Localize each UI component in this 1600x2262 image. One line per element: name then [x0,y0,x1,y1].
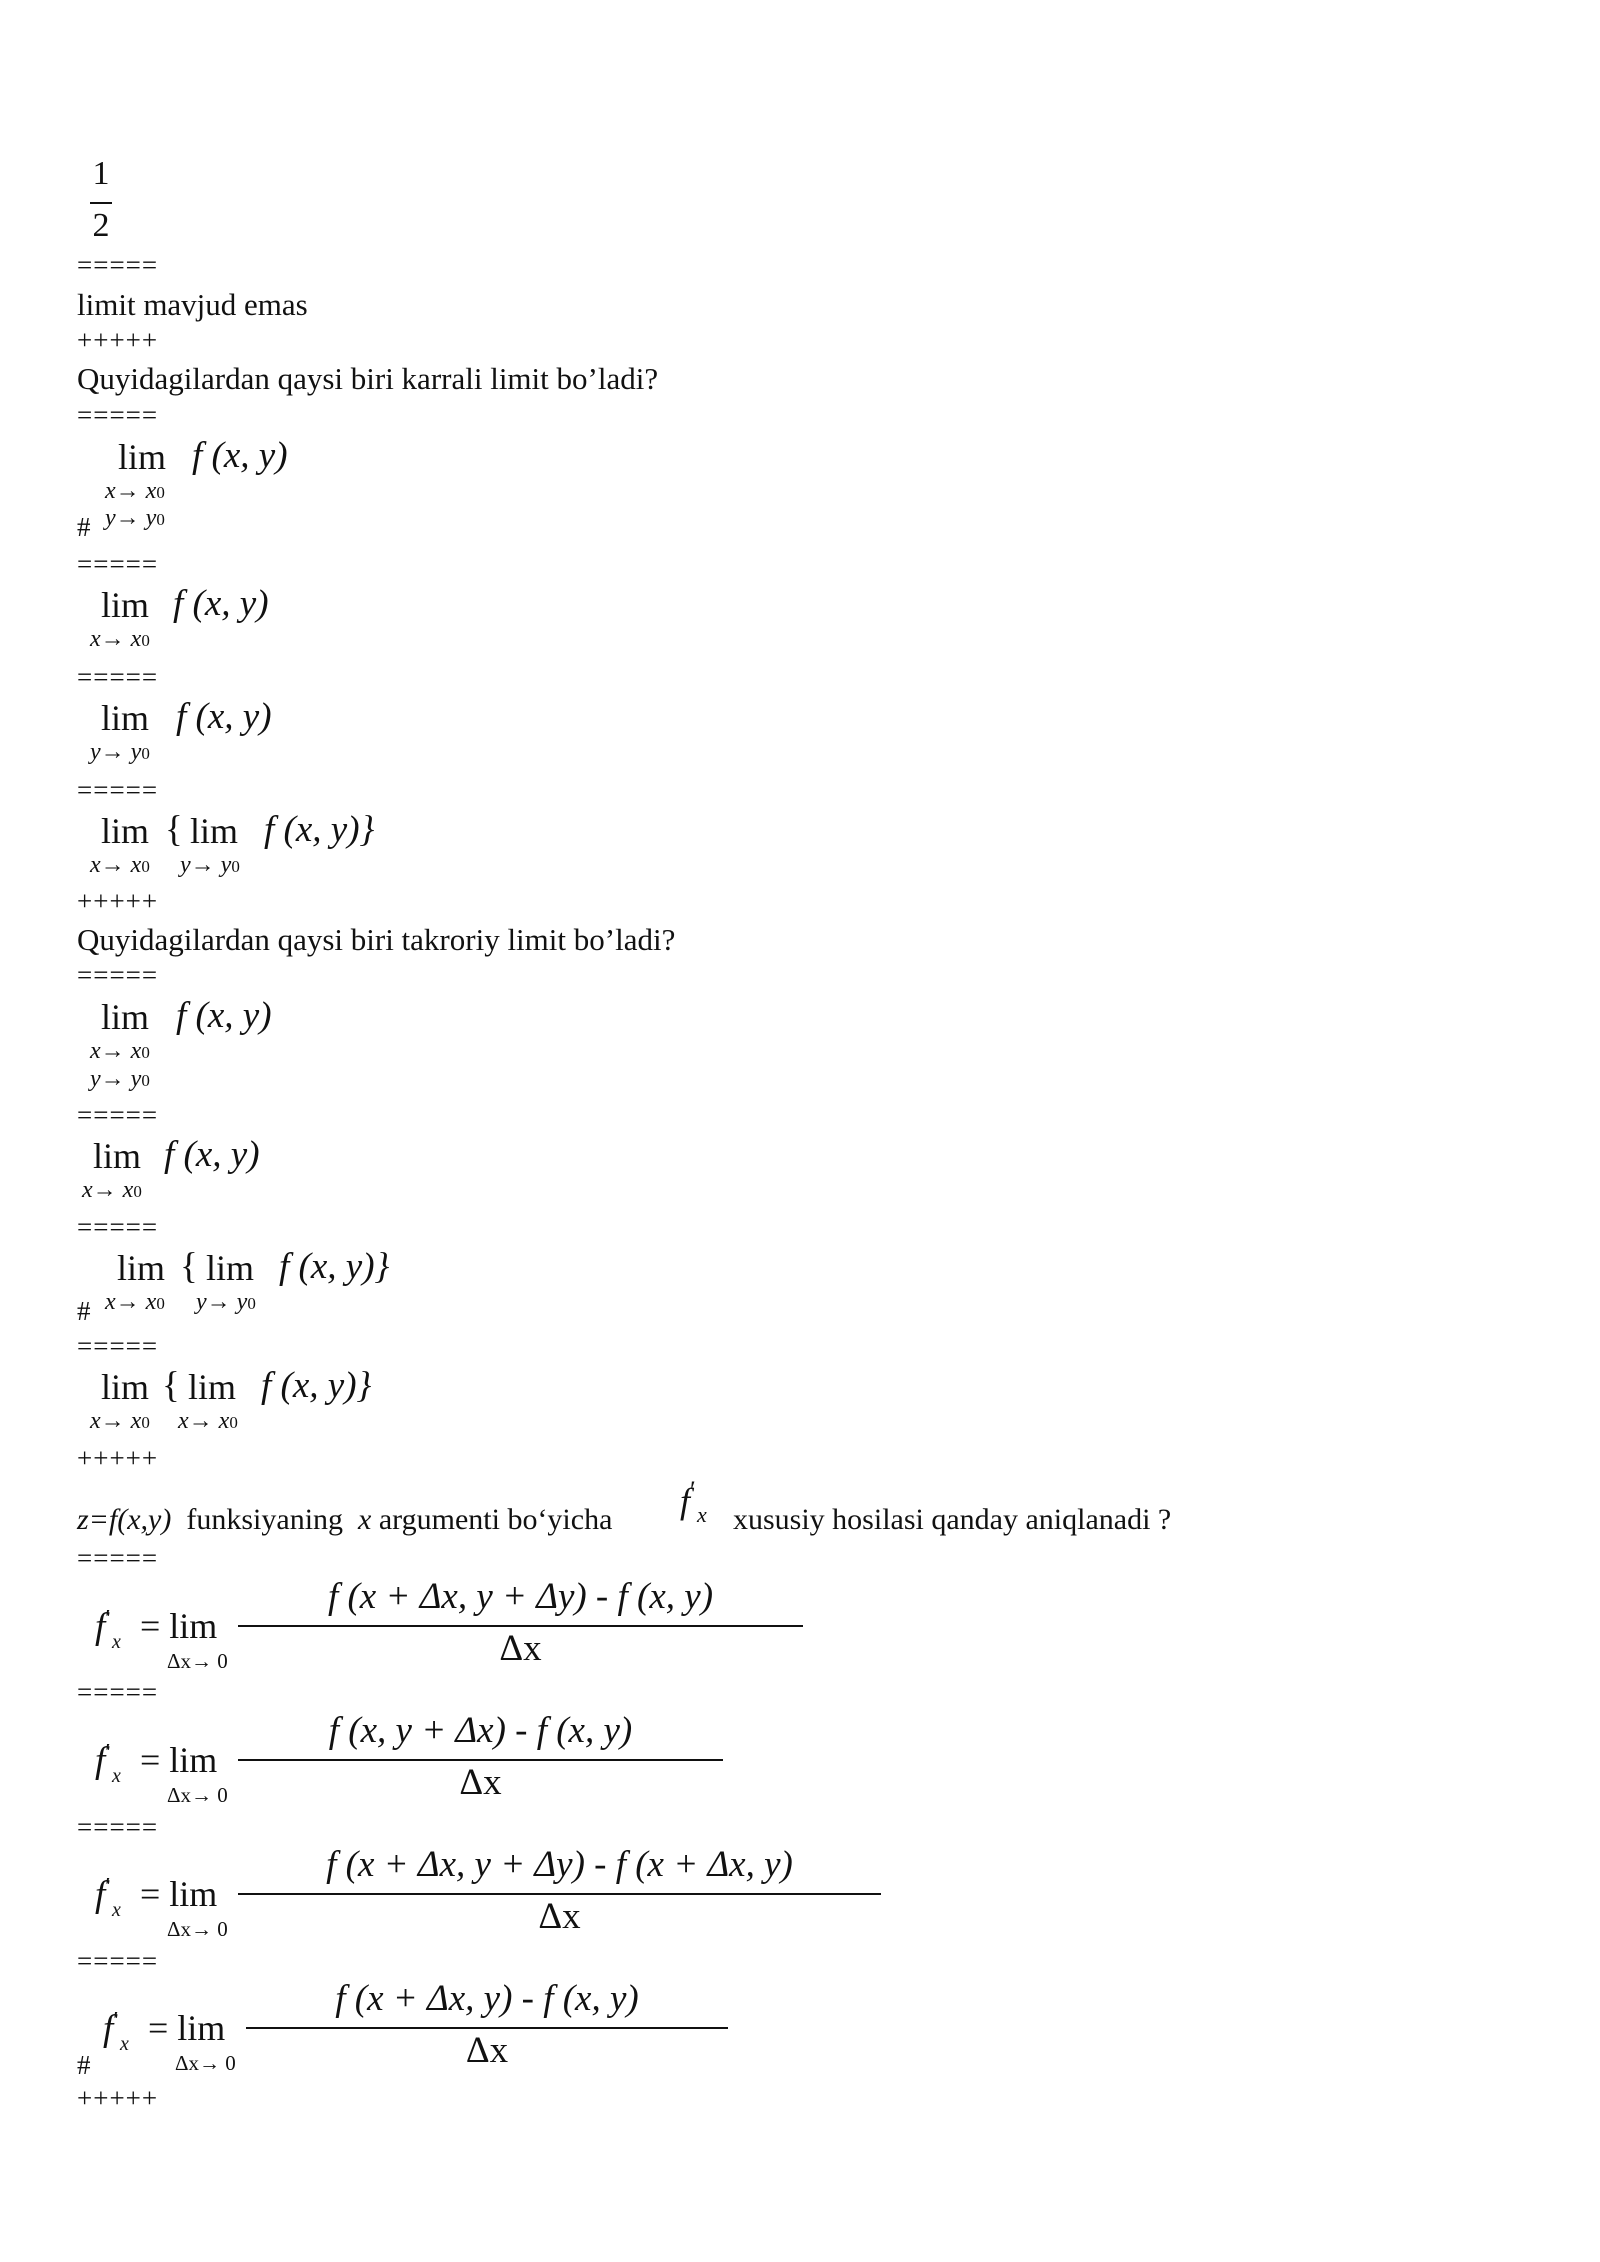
brace: { [162,1365,180,1406]
end-marker: +++++ [77,2083,159,2113]
denominator: Δx [538,1896,581,1937]
lim: lim [101,698,150,738]
lim-sub-1: x→ x0 [90,626,150,652]
lim-subscript: Δx→ 0 [167,1649,228,1673]
fraction-denominator: 2 [92,207,110,244]
lim-subscript: Δx→ 0 [167,1783,228,1807]
separator: ===== [77,1677,159,1707]
fx-subscript: x [697,1502,707,1527]
lim-sub-2: y→ y0 [180,852,240,878]
lim-subscript: Δx→ 0 [167,1917,228,1941]
lim: lim [101,811,150,851]
question-2-text: Quyidagilardan qaysi biri takroriy limit bo’ladi? [77,922,676,957]
question-3-text: z=f(x,y) funksiyaning x argumenti bo‘yicha [77,1503,613,1536]
numerator: f (x + Δx, y + Δy) - f (x, y) [327,1576,714,1617]
lim: lim [93,1136,142,1176]
lhs-sub-x: x [112,1899,121,1921]
correct-marker: # [77,2050,91,2080]
function-expr: f (x, y) [192,435,288,476]
question-1-text: Quyidagilardan qaysi biri karrali limit bo’ladi? [77,361,659,396]
question-3-text-end: xususiy hosilasi qanday aniqlanadi ? [733,1503,1172,1536]
equals-lim: = lim [140,1874,218,1914]
end-marker: +++++ [77,886,159,916]
fx-notation: f′ [680,1476,696,1521]
numerator: f (x, y + Δx) - f (x, y) [328,1710,633,1751]
lim-sub-1: x→ x0 [90,852,150,878]
lim-sub-2: y→ y0 [196,1289,256,1315]
denominator: Δx [459,1762,502,1803]
lim-sub-1: x→ x0 [105,478,165,504]
lim-sub-2: y→ y0 [90,1066,150,1092]
denominator: Δx [465,2030,509,2071]
lim-sub-1: x→ x0 [105,1289,165,1315]
brace: { [165,809,183,850]
numerator: f (x + Δx, y + Δy) - f (x + Δx, y) [326,1844,793,1885]
lim-inner: lim [206,1248,255,1288]
equals-lim: = lim [140,1606,218,1646]
answer-text: limit mavjud emas [77,287,308,322]
lim-sub-1: y→ y0 [90,739,150,765]
lim-sub-1: x→ x0 [90,1038,150,1064]
lim-inner: lim [190,811,239,851]
function-expr: f (x, y)} [264,809,375,850]
lim-inner: lim [188,1367,237,1407]
separator: ===== [77,1100,159,1130]
lim-sub-1: x→ x0 [82,1177,142,1203]
separator: ===== [77,549,159,579]
lhs-sub-x: x [112,1765,121,1787]
function-expr: f (x, y)} [279,1246,390,1287]
denominator: Δx [499,1628,542,1669]
function-expr: f (x, y) [176,995,272,1036]
lhs-sub-x: x [120,2033,129,2055]
lim-sub-2: x→ x0 [178,1408,238,1434]
end-marker: +++++ [77,325,159,355]
lhs-sub-x: x [112,1631,121,1653]
lim: lim [101,585,150,625]
separator: ===== [77,250,159,280]
lhs-f: f′ [95,1606,111,1647]
lim-sub-1: x→ x0 [90,1408,150,1434]
lhs-f: f′ [103,2008,119,2049]
lhs-f: f′ [95,1740,111,1781]
separator: ===== [77,1331,159,1361]
numerator: f (x + Δx, y) - f (x, y) [335,1978,639,2019]
function-expr: f (x, y) [173,583,269,624]
separator: ===== [77,1212,159,1242]
lim: lim [118,437,167,477]
function-def: z=f(x,y) [77,1503,172,1536]
correct-marker: # [77,1296,91,1326]
equals-lim: = lim [148,2008,226,2048]
function-expr: f (x, y) [164,1134,260,1175]
separator: ===== [77,775,159,805]
lim: lim [117,1248,166,1288]
fraction-numerator: 1 [92,155,110,192]
separator: ===== [77,960,159,990]
correct-marker: # [77,512,91,542]
top-fraction [88,155,114,193]
separator: ===== [77,1946,159,1976]
separator: ===== [77,400,159,430]
equals-lim: = lim [140,1740,218,1780]
fraction-bar [90,202,112,204]
lhs-f: f′ [95,1874,111,1915]
brace: { [180,1246,198,1287]
function-expr: f (x, y) [176,696,272,737]
end-marker: +++++ [77,1443,159,1473]
function-expr: f (x, y)} [261,1365,372,1406]
lim: lim [101,1367,150,1407]
separator: ===== [77,1543,159,1573]
lim-subscript: Δx→ 0 [175,2051,236,2075]
separator: ===== [77,1812,159,1842]
lim-sub-2: y→ y0 [105,505,165,531]
separator: ===== [77,662,159,692]
lim: lim [101,997,150,1037]
